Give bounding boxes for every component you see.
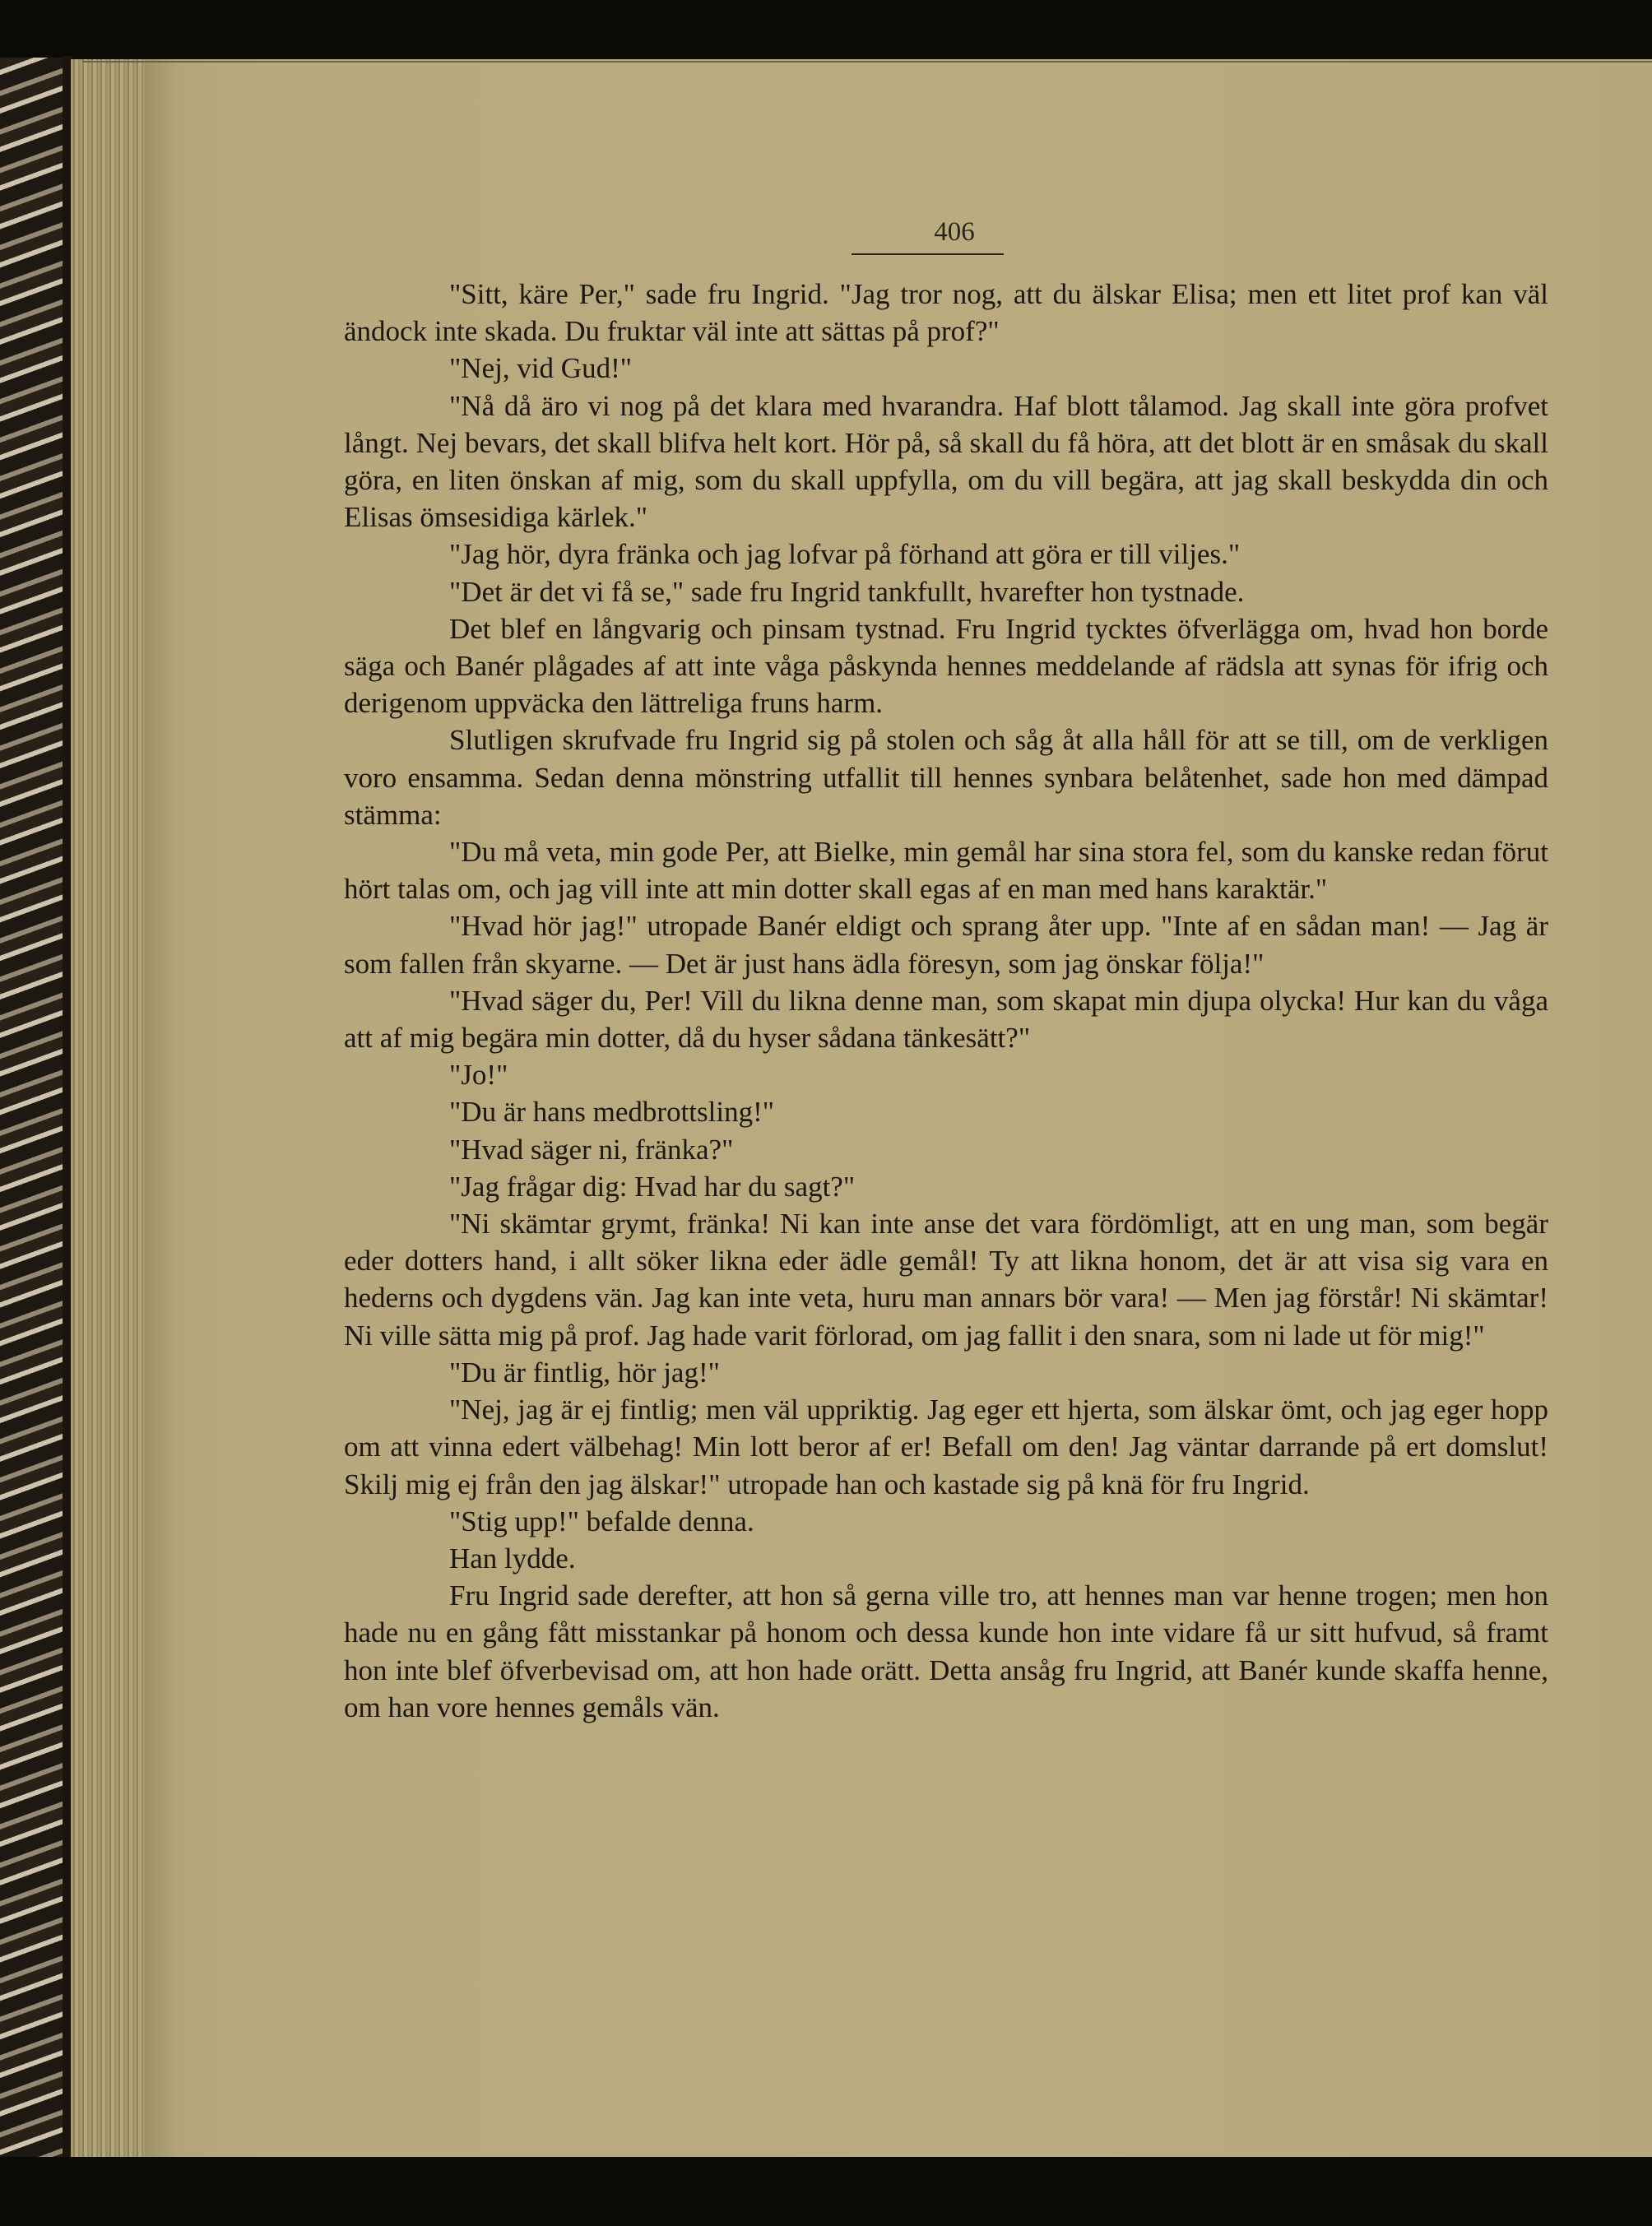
paragraph: "Du må veta, min gode Per, att Bielke, min gemål har sina stora fel, som du kanske redan förut hört talas om, och jag vill inte att min dotter skall egas af en man med hans karaktär." — [344, 836, 1548, 906]
paragraph: Fru Ingrid sade derefter, att hon så gerna ville tro, att hennes man var henne trogen; men hon hade nu en gång fått misstankar på honom och dessa kunde hon inte vidare få ur sitt hufvud, så framt hon inte blef öfverbevisad om, att hon hade orätt. Detta ansåg fru Ingrid, att Banér kunde skaffa henne, om han vore hennes gemåls vän. — [344, 1579, 1548, 1723]
paragraph: "Jag hör, dyra fränka och jag lofvar på förhand att göra er till viljes." — [449, 538, 1241, 571]
paragraph: "Du är fintlig, hör jag!" — [449, 1356, 720, 1389]
paragraph: "Nå då äro vi nog på det klara med hvarandra. Haf blott tålamod. Jag skall inte göra profvet långt. Nej bevars, det skall blifva helt kort. Hör på, så skall du få höra, att det blott är en småsak du skall göra, en liten önskan af mig, som du skall uppfylla, om du vill begära, att jag skall beskydda din och Elisas ömsesidiga kärlek." — [344, 389, 1548, 534]
paragraph: Slutligen skrufvade fru Ingrid sig på stolen och såg åt alla håll för att se till, om de verkligen voro ensamma. Sedan denna mönstring utfallit till hennes synbara belåtenhet, sade hon med dämpad stämma: — [344, 724, 1548, 831]
page-number: 406 — [934, 217, 975, 247]
page-stack-edges — [71, 59, 150, 2157]
paragraph: "Stig upp!" befalde denna. — [449, 1505, 754, 1537]
paragraph: "Hvad säger du, Per! Vill du likna denne man, som skapat min djupa olycka! Hur kan du våga att af mig begära min dotter, då du hyser sådana tänkesätt?" — [344, 984, 1548, 1055]
marbled-cover-edge — [0, 58, 66, 2163]
scan-background-bottom — [0, 2157, 1652, 2226]
paragraph: Det blef en långvarig och pinsam tystnad. Fru Ingrid tycktes öfverlägga om, hvad hon borde säga och Banér plågades af att inte våga påskynda hennes meddelande af rädsla att synas för ifrig och derigenom uppväcka den lättreliga fruns harm. — [344, 612, 1548, 720]
paragraph: "Hvad säger ni, fränka?" — [449, 1133, 734, 1166]
paragraph: "Nej, jag är ej fintlig; men väl uppriktig. Jag eger ett hjerta, som älskar ömt, och jag eger hopp om att vinna edert välbehag! Min lott beror af er! Befall om den! Jag väntar darrande på ert domslut! Skilj mig ej från den jag älskar!" utropade han och kastade sig på knä för fru Ingrid. — [344, 1394, 1548, 1500]
top-page-edge — [82, 61, 1652, 63]
body-text — [344, 276, 1548, 1726]
paragraph: "Nej, vid Gud!" — [449, 352, 633, 385]
paragraph: "Sitt, käre Per," sade fru Ingrid. "Jag tror nog, att du älskar Elisa; men ett litet prof kan väl ändock inte skada. Du fruktar väl inte att sättas på prof?" — [344, 278, 1548, 348]
paragraph: "Det är det vi få se," sade fru Ingrid tankfullt, hvarefter hon tystnade. — [449, 575, 1245, 608]
paragraph: "Ni skämtar grymt, fränka! Ni kan inte anse det vara fördömligt, att en ung man, som begär eder dotters hand, i allt söker likna eder ädle gemål! Ty att likna honom, det är att visa sig vara en hederns och dygdens vän. Jag kan inte veta, huru man annars bör vara! — Men jag förstår! Ni skämtar! Ni ville sätta mig på prof. Jag hade varit förlorad, om jag fallit i den snara, som ni lade ut för mig!" — [344, 1208, 1548, 1352]
paragraph: "Jag frågar dig: Hvad har du sagt?" — [449, 1170, 856, 1203]
paragraph: "Jo!" — [449, 1059, 508, 1092]
paragraph: Han lydde. — [449, 1542, 576, 1574]
paragraph: "Hvad hör jag!" utropade Banér eldigt och sprang åter upp. "Inte af en sådan man! — Jag är som fallen från skyarne. — Det är just hans ädla föresyn, som jag önskar följa!" — [344, 910, 1548, 980]
page-number-rule — [852, 253, 1004, 255]
paragraph: "Du är hans medbrottsling!" — [449, 1096, 775, 1129]
